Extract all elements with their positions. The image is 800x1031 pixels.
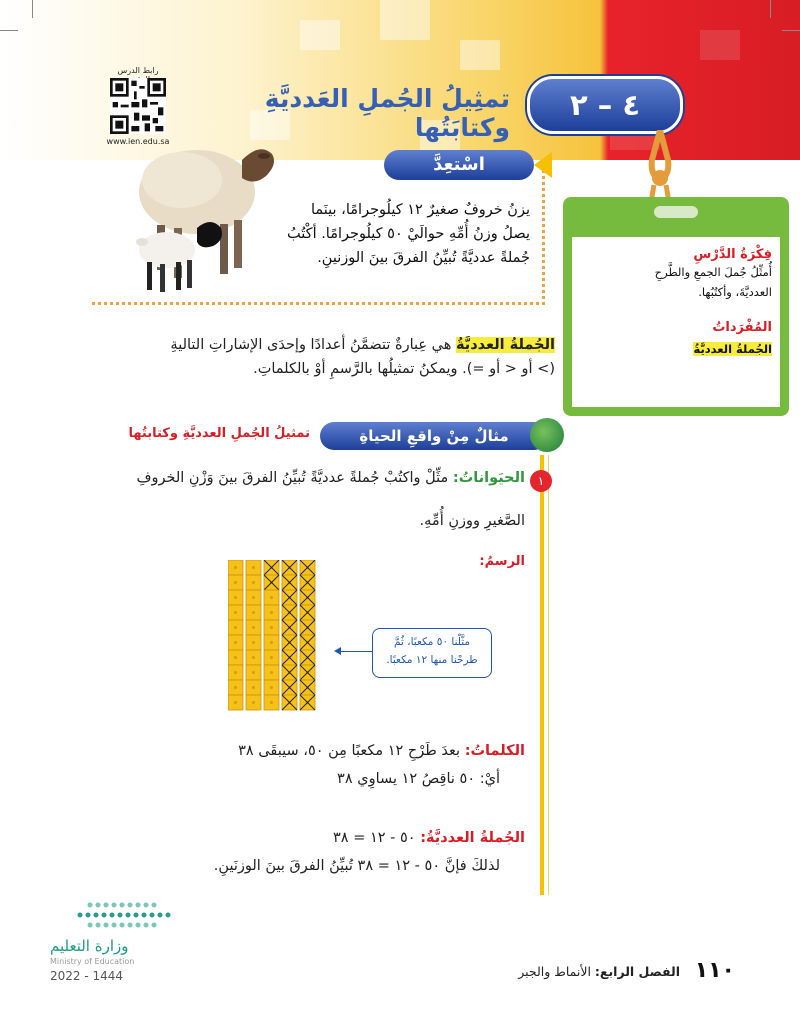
drawing-label: الرسمُ:	[479, 554, 525, 569]
example-subtitle: تمثيلُ الجُملِ العدديَّةِ وكتابتُها	[128, 426, 310, 441]
example-prompt	[115, 470, 525, 486]
cube-dot	[270, 611, 273, 614]
get-ready-line: يزنُ خروفٌ صغيرٌ ١٢ كيلُوجرامًا، بينَما	[310, 202, 530, 218]
cube-dot	[252, 671, 255, 674]
logo-dot	[118, 913, 123, 918]
logo-dot	[104, 903, 109, 908]
cube-dot	[234, 656, 237, 659]
cube-dot	[234, 686, 237, 689]
lesson-title: تمثِيلُ الجُملِ العَدديَّةِ وكتابَتُها	[264, 84, 510, 142]
callout-line: طرحْنا منها ١٢ مكعبًا.	[386, 654, 478, 666]
cubes-model	[228, 560, 318, 715]
globe-icon	[530, 418, 564, 452]
logo-dot	[158, 913, 163, 918]
words-line	[180, 743, 525, 759]
qr-label: رابط الدرس	[117, 66, 159, 75]
cube-dot	[252, 596, 255, 599]
logo-dot	[150, 913, 155, 918]
logo-dot	[152, 903, 157, 908]
logo-dot	[142, 913, 147, 918]
example-category: الحيَواناتُ:	[452, 470, 525, 486]
logo-dot	[110, 913, 115, 918]
logo-dot	[120, 923, 125, 928]
cube-dot	[234, 671, 237, 674]
arrow-left-icon	[334, 647, 341, 655]
cube-dot	[270, 671, 273, 674]
logo-dot	[152, 923, 157, 928]
get-ready-heading: اسْتعِدَّ	[384, 150, 534, 180]
crop-mark	[770, 0, 771, 18]
cube-dot	[252, 581, 255, 584]
definition-paragraph	[160, 333, 555, 381]
edition-year: 2022 - 1444	[50, 969, 124, 983]
logo-dot	[112, 923, 117, 928]
example-margin-line	[548, 455, 549, 895]
cube-dot	[270, 596, 273, 599]
arrow-icon	[534, 152, 552, 178]
logo-dot	[96, 923, 101, 928]
get-ready-text	[260, 198, 530, 270]
number-sentence	[250, 830, 525, 846]
page-number: ١١٠	[694, 958, 735, 983]
sheep-image	[112, 120, 282, 295]
crop-mark	[0, 30, 18, 31]
example-prompt-text: الصَّغيرِ ووزنِ أُمِّهِ.	[419, 513, 525, 529]
cube-dot	[234, 626, 237, 629]
logo-dot	[94, 913, 99, 918]
cube-dot	[234, 566, 237, 569]
vocab-heading: المُفْرَداتُ	[712, 320, 772, 335]
cube-dot	[252, 626, 255, 629]
cube-dot	[252, 566, 255, 569]
cube-dot	[252, 686, 255, 689]
logo-dot	[104, 923, 109, 928]
chapter-title: الأنماط والجبر	[518, 964, 595, 979]
crop-mark	[782, 30, 800, 31]
logo-dot	[134, 913, 139, 918]
side-card-content	[572, 237, 780, 407]
logo-dot	[128, 903, 133, 908]
example-prompt-text: مثِّلْ واكتُبْ جُملةً عدديَّةً تُبيِّنُ الفرقَ بينَ وَزْنِ الخروفِ	[136, 470, 453, 486]
get-ready-line: يصلُ وزنُ أُمِّهِ حوالَيْ ٥٠ كيلُوجرامًا. أكْتُبُ	[287, 226, 530, 242]
cube-dot	[234, 611, 237, 614]
ministry-logo-icon	[60, 897, 200, 937]
logo-dot	[86, 913, 91, 918]
definition-text: هي عِبارةٌ تتضمَّنُ أعدادًا وإحدَى الإشاراتِ التاليةِ	[170, 337, 456, 353]
logo-dot	[78, 913, 83, 918]
logo-dot	[88, 903, 93, 908]
logo-dot	[96, 903, 101, 908]
cube-dot	[252, 641, 255, 644]
cube-dot	[234, 701, 237, 704]
cube-dot	[270, 701, 273, 704]
callout-arrow	[340, 651, 372, 652]
definition-term: الجُملةُ العدديَّةُ	[455, 337, 555, 353]
example-heading: مثالٌ مِنْ واقعِ الحياةِ	[320, 422, 548, 450]
qr-url[interactable]: www.ien.edu.sa	[106, 137, 170, 146]
logo-dot	[88, 923, 93, 928]
idea-text: أُمثِّلُ جُملَ الجمعِ والطَّرحِ	[654, 265, 772, 279]
idea-heading: فِكْرَةُ الدَّرْسِ	[693, 247, 772, 262]
cube-dot	[252, 656, 255, 659]
logo-dot	[144, 903, 149, 908]
words-label: الكلماتُ:	[464, 743, 525, 759]
card-hole	[654, 206, 698, 218]
logo-dot	[126, 913, 131, 918]
cube-dot	[270, 656, 273, 659]
logo-dot	[128, 923, 133, 928]
ministry-name-ar: وزارة التعليم	[50, 937, 129, 955]
cube-dot	[234, 641, 237, 644]
logo-dot	[144, 923, 149, 928]
logo-dot	[102, 913, 107, 918]
words-text: بعدَ طَرْحِ ١٢ مكعبًا مِن ٥٠، سيبقَى ٣٨	[238, 743, 465, 759]
cube-dot	[270, 686, 273, 689]
sentence-value: ٥٠ - ١٢ = ٣٨	[333, 830, 421, 846]
conclusion-text: لذلكَ فإنَّ ٥٠ - ١٢ = ٣٨ تُبيِّنُ الفرقَ بينَ الوزنَينِ.	[213, 858, 500, 874]
lesson-number-badge: ٤ – ٢	[527, 76, 683, 134]
logo-dot	[136, 923, 141, 928]
get-ready-line: جُملةً عدديَّةً تُبيِّنُ الفرقَ بينَ الوزنينِ.	[317, 250, 530, 266]
chapter-label: الفصل الرابع:	[594, 964, 680, 979]
sentence-label: الجُملةُ العدديَّةُ:	[420, 830, 525, 846]
example-number: ١	[530, 470, 552, 492]
logo-dot	[112, 903, 117, 908]
vocab-term: الجُملةُ العدديَّةُ	[693, 342, 772, 356]
logo-dot	[120, 903, 125, 908]
cube-dot	[270, 641, 273, 644]
cube-dot	[234, 596, 237, 599]
logo-dot	[136, 903, 141, 908]
cubes-callout	[372, 628, 492, 678]
cube-dot	[234, 581, 237, 584]
ministry-name-en: Ministry of Education	[50, 957, 135, 966]
cube-dot	[270, 626, 273, 629]
logo-dot	[166, 913, 171, 918]
callout-line: مثَّلْنا ٥٠ مكعبًا، ثُمَّ	[393, 636, 471, 648]
cube-dot	[252, 701, 255, 704]
definition-text: (> أو < أو =). ويمكنُ تمثيلُها بالرَّسمِ أوْ بالكلماتِ.	[253, 361, 555, 377]
idea-text: العدديَّةَ، وأكتُبُها.	[698, 285, 772, 299]
crop-mark	[32, 0, 33, 18]
chapter-footer	[490, 964, 680, 979]
example-margin-line	[540, 455, 544, 895]
cube-dot	[252, 611, 255, 614]
words-line: أيْ: ٥٠ ناقِصُ ١٢ يساوِي ٣٨	[337, 771, 500, 787]
